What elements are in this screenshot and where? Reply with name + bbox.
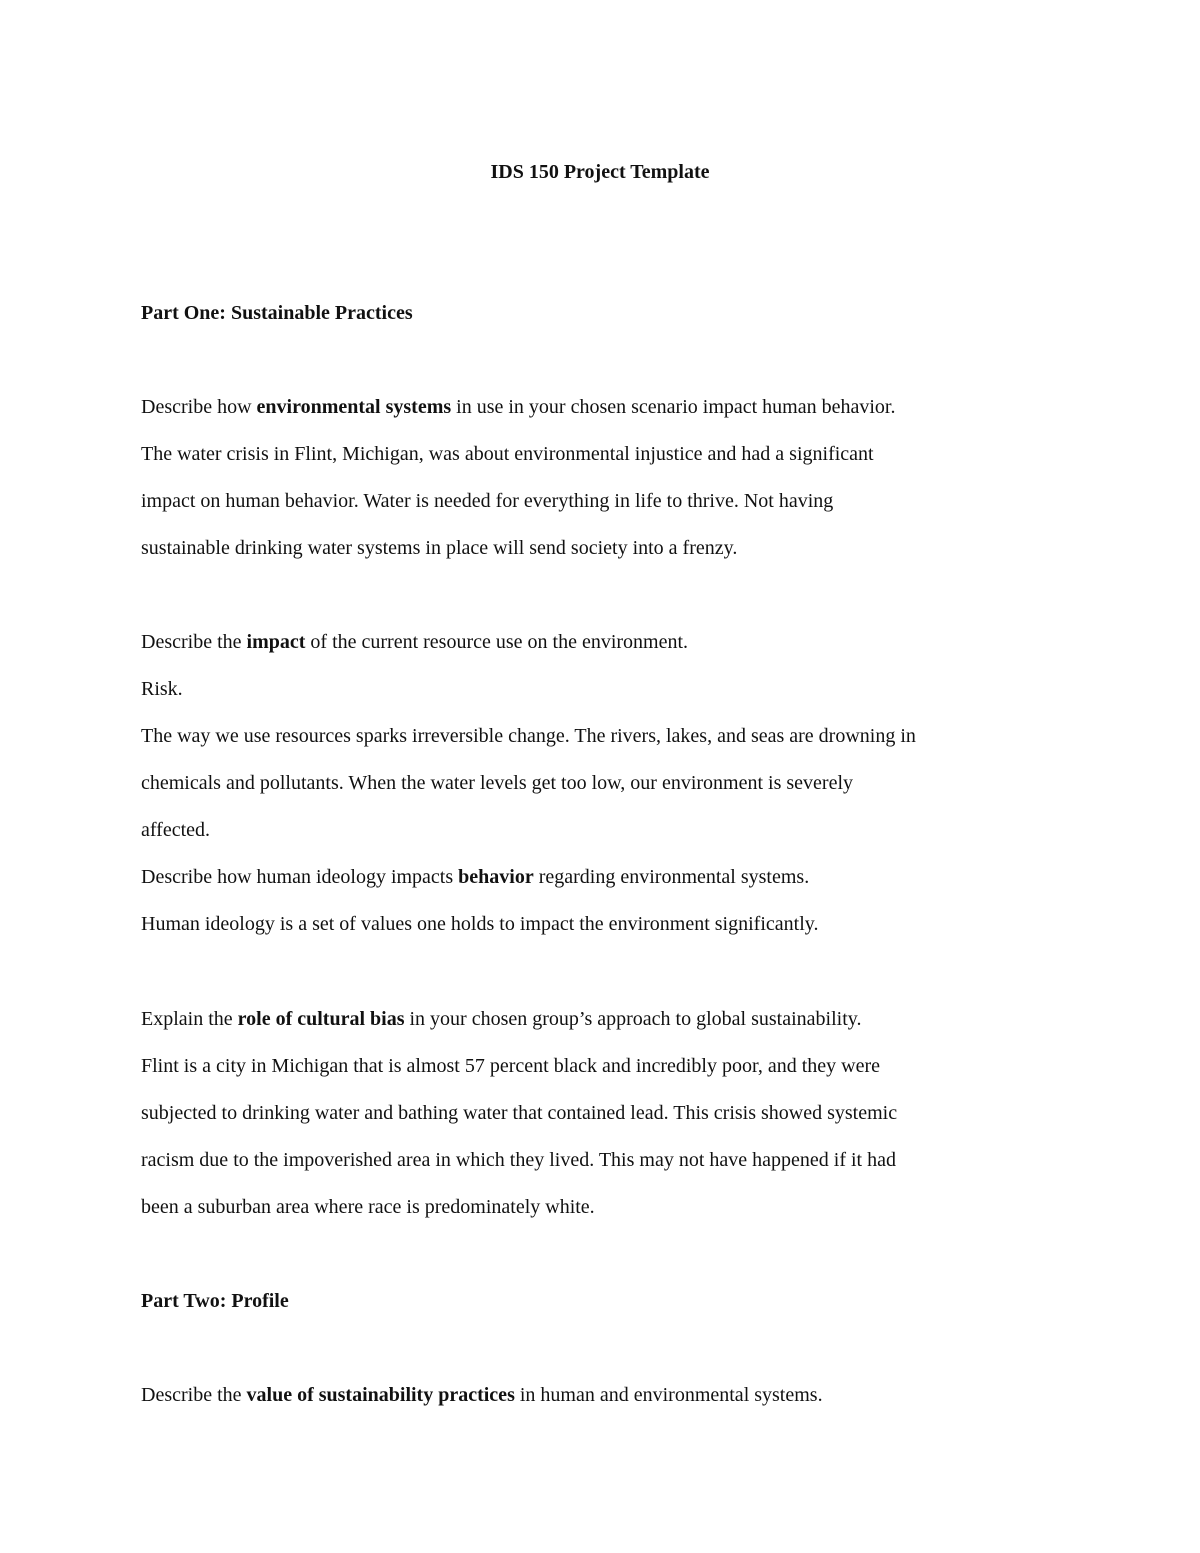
answer-line: sustainable drinking water systems in place will send society into a frenzy. [141,537,738,559]
question-text: Describe the [141,1384,247,1406]
part-two-heading: Part Two: Profile [141,1290,289,1312]
answer-line: chemicals and pollutants. When the water levels get too low, our environment is severely [141,772,854,794]
answer-line: The way we use resources sparks irreversible change. The rivers, lakes, and seas are drowning in [141,725,916,747]
answer-line: impact on human behavior. Water is needed for everything in life to thrive. Not having [141,490,834,512]
question-environmental-systems [141,397,895,417]
answer-line: Human ideology is a set of values one holds to impact the environment significantly. [141,913,819,935]
question-text: in human and environmental systems. [514,1384,823,1406]
question-keyword: value of sustainability practices [246,1384,515,1406]
answer-line: affected. [141,819,211,841]
question-text: Describe the [141,631,247,653]
question-impact [141,632,688,652]
question-text: regarding environmental systems. [533,866,810,888]
answer-line: The water crisis in Flint, Michigan, was about environmental injustice and had a significant [141,443,874,465]
question-keyword: role of cultural bias [237,1008,405,1030]
question-text: Explain the [141,1008,238,1030]
answer-line: Flint is a city in Michigan that is almost 57 percent black and incredibly poor, and they were [141,1055,881,1077]
question-keyword: behavior [458,866,534,888]
question-text: of the current resource use on the environment. [305,631,689,653]
question-cultural-bias [141,1009,861,1029]
question-text: in your chosen group’s approach to global sustainability. [404,1008,862,1030]
answer-line: been a suburban area where race is predominately white. [141,1196,595,1218]
question-behavior [141,867,809,887]
question-keyword: environmental systems [256,396,452,418]
answer-line: racism due to the impoverished area in which they lived. This may not have happened if it had [141,1149,896,1171]
question-text: Describe how human ideology impacts [141,866,459,888]
question-keyword: impact [246,631,306,653]
question-sustainability-value [141,1385,823,1405]
document-title: IDS 150 Project Template [490,161,710,183]
answer-line: subjected to drinking water and bathing water that contained lead. This crisis showed systemic [141,1102,898,1124]
question-text: in use in your chosen scenario impact human behavior. [451,396,896,418]
question-text: Describe how [141,396,257,418]
answer-label: Risk. [141,678,183,700]
part-one-heading: Part One: Sustainable Practices [141,302,413,324]
